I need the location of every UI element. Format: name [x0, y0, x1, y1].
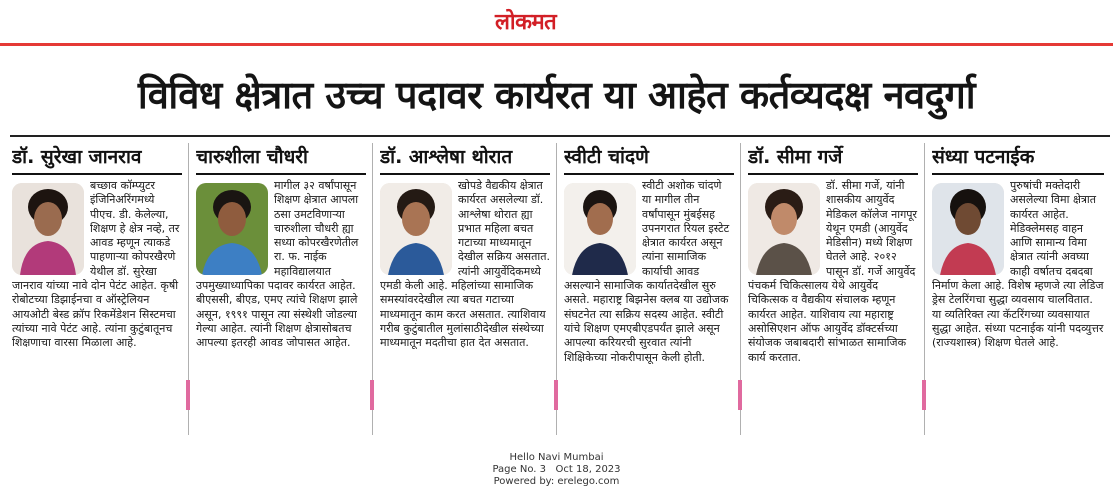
article-1	[12, 143, 182, 448]
article-6-body: पुरुषांची मक्तेदारी असलेल्या विमा क्षेत्रात कार्यरत आहेत. मेडिक्लेमसह वाहन आणि सामान्य विमा क्षेत्रात त्यांनी अवघ्या काही वर्षातच दबदबा निर्माण केला आहे. विशेष म्हणजे त्या लेडिज ड्रेस टेलरिंगचा सुद्धा व्यवसाय चालवितात. या व्यतिरिक्त त्या कॅटरिंगच्या व्यवसायात सुद्धा आहेत. संध्या पटनाईक यांनी पदव्युत्तर (राज्यशास्त्र) शिक्षण घेतले आहे.	[932, 179, 1104, 350]
article-5	[748, 143, 918, 448]
top-red-rule	[0, 43, 1113, 46]
accent-bar	[370, 380, 374, 410]
accent-bar	[554, 380, 558, 410]
portrait-photo	[564, 183, 636, 275]
portrait-photo	[380, 183, 452, 275]
article-2-body: मागील ३२ वर्षांपासून शिक्षण क्षेत्रात आपला ठसा उमटविणाऱ्या चारुशीला चौधरी ह्या सध्या कोपरखैरणेतील रा. फ. नाईक महाविद्यालयात उपमुख्याध्यापिका पदावर कार्यरत आहेत. बीएससी, बीएड, एमए त्यांचे शिक्षण झाले असून, १९९१ पासून त्या संस्थेशी जोडल्या गेल्या आहेत. त्यांनी शिक्षण क्षेत्रासोबतच आपल्या इतरही आवड जोपासत आहेत.	[196, 179, 359, 350]
page-headline: विविध क्षेत्रात उच्च पदावर कार्यरत या आहेत कर्तव्यदक्ष नवदुर्गा	[137, 73, 976, 117]
article-3	[380, 143, 550, 448]
article-2	[196, 143, 366, 448]
portrait-photo	[748, 183, 820, 275]
article-2-name: चारुशीला चौधरी	[196, 143, 366, 175]
page-number: Page No. 3	[492, 464, 546, 475]
masthead	[0, 0, 1113, 44]
page-footer	[0, 452, 1113, 488]
page-date-line	[0, 464, 1113, 476]
article-4	[564, 143, 734, 448]
headline-rule	[10, 135, 1110, 137]
article-5-body: डॉ. सीमा गर्जे, यांनी शासकीय आयुर्वेद मेडिकल कॉलेज नागपूर येथून एमडी (आयुर्वेद मेडिसीन) मध्ये शिक्षण घेतले आहे. २०१२ पासून डॉ. गर्जे आयुर्वेद पंचकर्म चिकित्सालय येथे आयुर्वेद चिकित्सक व वैद्यकीय संचालक म्हणून कार्यरत आहेत. याशिवाय त्या महाराष्ट्र असोसिएशन ऑफ आयुर्वेद डॉक्टर्सच्या संयोजक जबाबदारी सांभाळत सामाजिक कार्य करतात.	[748, 179, 918, 364]
lokmat-logo: लोकमत	[495, 9, 557, 35]
article-1-name: डॉ. सुरेखा जानराव	[12, 143, 182, 175]
accent-bar	[922, 380, 926, 410]
portrait-photo	[12, 183, 84, 275]
article-3-name: डॉ. आश्लेषा थोरात	[380, 143, 550, 175]
article-3-body: खोपडे वैद्यकीय क्षेत्रात कार्यरत असलेल्या डॉ. आश्लेषा थोरात ह्या प्रभात महिला बचत गटाच्या माध्यमातून देखील सक्रिय असतात. त्यांनी आयुर्वेदिकमध्ये एमडी केली आहे. महिलांच्या सामाजिक समस्यांवरदेखील त्या बचत गटाच्या माध्यमातून काम करत असतात. त्याशिवाय गरीब कुटुंबातील मुलांसाठीदेखील संस्थेच्या माध्यमातून मदतीचा हात देत असतात.	[380, 179, 550, 350]
article-4-body: स्वीटी अशोक चांदणे या मागील तीन वर्षांपासून मुंबईसह उपनगरात रियल इस्टेट क्षेत्रात कार्यरत असून त्यांना सामाजिक कार्याची आवड असल्याने सामाजिक कार्यातदेखील सुरु असते. महाराष्ट्र बिझनेस क्लब या उद्योजक संघटनेत त्या सक्रिय सदस्य आहेत. स्वीटी यांचे शिक्षण एमएबीएडपर्यंत झाले असून आपल्या करियरची सुरवात त्यांनी शिक्षिकेच्या नोकरीपासून केली होती.	[564, 179, 730, 364]
issue-date: Oct 18, 2023	[555, 464, 621, 475]
article-6-name: संध्या पटनाईक	[932, 143, 1104, 175]
article-6	[932, 143, 1104, 448]
article-4-name: स्वीटी चांदणे	[564, 143, 734, 175]
edition-label: Hello Navi Mumbai	[509, 452, 604, 463]
accent-bar	[738, 380, 742, 410]
article-5-name: डॉ. सीमा गर्जे	[748, 143, 918, 175]
powered-by: Powered by: erelego.com	[493, 476, 620, 487]
article-1-body: बच्छाव कॉम्प्युटर इंजिनिअरिंगमध्ये पीएच. डी. केलेल्या, शिक्षण हे क्षेत्र नव्हे, तर आवड म्हणून त्याकडे पाहणाऱ्या कोपरखैरणे येथील डॉ. सुरेखा जानराव यांच्या नावे दोन पेटंट आहेत. कृषी रोबोटच्या डिझाईनचा व ऑस्ट्रेलियन आयओटी बेस्ड क्रॉप रिकमेंडेशन सिस्टमचा त्यांच्या नावे पेटंट आहे. त्यांना कुटुंबातूनच शिक्षणाचा वारसा मिळाला आहे.	[12, 179, 180, 350]
accent-bar	[186, 380, 190, 410]
portrait-photo	[932, 183, 1004, 275]
portrait-photo	[196, 183, 268, 275]
